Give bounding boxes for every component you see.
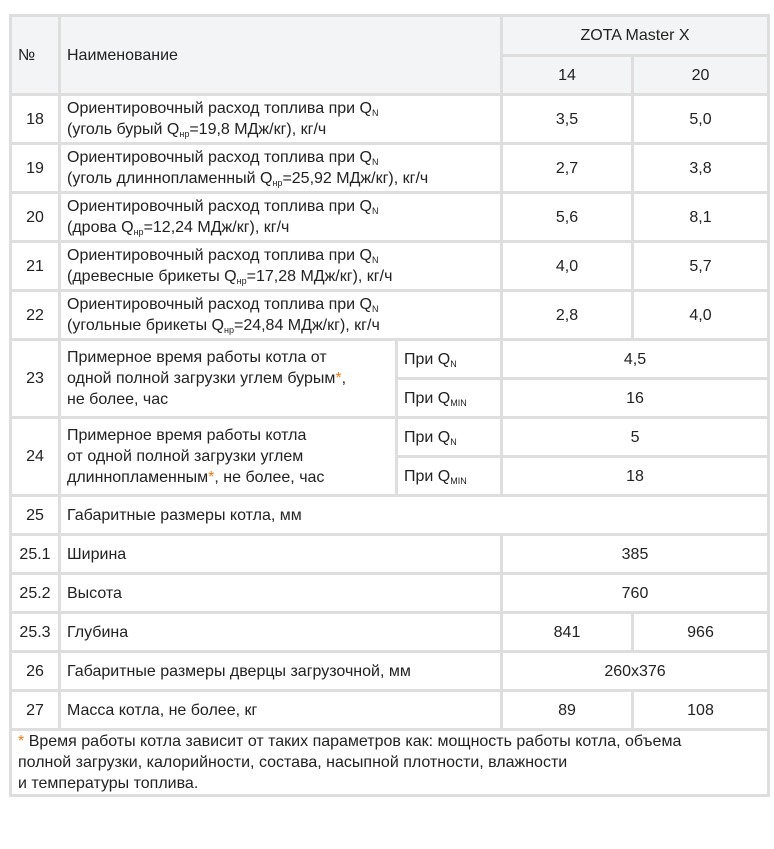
row-value-14: 2,7 — [502, 144, 633, 193]
desc-line: =19,8 МДж/кг), кг/ч — [189, 121, 327, 138]
subscript: нр — [133, 227, 144, 237]
subscript: N — [371, 255, 379, 265]
row-description — [60, 291, 502, 340]
row-value-20: 3,8 — [633, 144, 769, 193]
subscript: N — [371, 157, 379, 167]
row-number: 25.2 — [11, 574, 60, 613]
row-description — [60, 242, 502, 291]
qn-value: 4,5 — [502, 340, 769, 379]
desc-line: =12,24 МДж/кг), кг/ч — [143, 219, 290, 236]
specifications-table — [9, 14, 770, 797]
table-row-21 — [11, 242, 769, 291]
desc-line: Ориентировочный расход топлива при Q — [67, 100, 372, 117]
table-row-25-1 — [11, 535, 769, 574]
desc-line: (угольные брикеты Q — [67, 317, 224, 334]
header-variant-20: 20 — [633, 56, 769, 95]
desc-line: Ориентировочный расход топлива при Q — [67, 198, 372, 215]
subscript: N — [371, 108, 379, 118]
desc-line: Ориентировочный расход топлива при Q — [67, 296, 372, 313]
qmin-label: При $Q_{MIN}$ — [397, 457, 502, 496]
row-value-14: 2,8 — [502, 291, 633, 340]
row-label: Глубина — [60, 613, 502, 652]
row-number: 19 — [11, 144, 60, 193]
subscript: N — [371, 304, 379, 314]
subscript: нр — [223, 325, 234, 335]
table-row-23 — [11, 340, 769, 379]
footnote — [11, 730, 769, 796]
qn-value: 5 — [502, 418, 769, 457]
subscript: нр — [236, 276, 247, 286]
row-number: 22 — [11, 291, 60, 340]
qn-label: При $Q_N$ — [397, 340, 502, 379]
qmin-value: 18 — [502, 457, 769, 496]
desc-line: Ориентировочный расход топлива при Q — [67, 247, 372, 264]
desc-line: =25,92 МДж/кг), кг/ч — [282, 170, 429, 187]
row-number: 25.1 — [11, 535, 60, 574]
footnote-line: Время работы котла зависит от таких параметров как: мощность работы котла, объема — [28, 733, 682, 750]
header-number: № — [11, 16, 60, 95]
qmin-label: При $Q_{MIN}$ — [397, 379, 502, 418]
table-row-25-3 — [11, 613, 769, 652]
row-value-20: 5,7 — [633, 242, 769, 291]
table-row-25 — [11, 496, 769, 535]
row-description — [60, 95, 502, 144]
desc-line: от одной полной загрузки углем — [67, 448, 304, 465]
row-number: 18 — [11, 95, 60, 144]
row-description — [60, 144, 502, 193]
row-number: 25.3 — [11, 613, 60, 652]
row-label: Габаритные размеры котла, мм — [60, 496, 769, 535]
desc-line: Примерное время работы котла — [67, 427, 307, 444]
qmin-value: 16 — [502, 379, 769, 418]
row-number: 26 — [11, 652, 60, 691]
desc-line: одной полной загрузки углем бурым — [67, 370, 336, 387]
subscript: нр — [272, 178, 283, 188]
row-value-14: 89 — [502, 691, 633, 730]
table-row-22 — [11, 291, 769, 340]
subscript: нр — [179, 129, 190, 139]
header-row — [11, 16, 769, 56]
footnote-line: полной загрузки, калорийности, состава, насыпной плотности, влажности — [18, 754, 568, 771]
asterisk-mark: * — [208, 469, 215, 486]
row-value-20: 4,0 — [633, 291, 769, 340]
desc-line: (дрова Q — [67, 219, 134, 236]
header-variant-14: 14 — [502, 56, 633, 95]
desc-line: (уголь бурый Q — [67, 121, 180, 138]
row-number: 27 — [11, 691, 60, 730]
desc-punct: , не более, час — [214, 469, 325, 486]
row-value-20: 108 — [633, 691, 769, 730]
row-description — [60, 418, 397, 496]
desc-line: длиннопламенным — [67, 469, 209, 486]
row-value-14: 841 — [502, 613, 633, 652]
row-value: 260x376 — [502, 652, 769, 691]
row-label: Высота — [60, 574, 502, 613]
desc-line: не более, час — [67, 391, 169, 408]
header-model: ZOTA Master X — [502, 16, 769, 56]
row-description — [60, 340, 397, 418]
row-value-14: 3,5 — [502, 95, 633, 144]
row-number: 21 — [11, 242, 60, 291]
subscript: N — [371, 206, 379, 216]
footnote-line: и температуры топлива. — [18, 775, 199, 792]
table-row-19 — [11, 144, 769, 193]
table-row-18 — [11, 95, 769, 144]
row-value-20: 966 — [633, 613, 769, 652]
row-value: 385 — [502, 535, 769, 574]
desc-line: Примерное время работы котла от — [67, 349, 327, 366]
row-value-14: 4,0 — [502, 242, 633, 291]
footnote-asterisk: * — [18, 733, 25, 750]
asterisk-mark: * — [335, 370, 342, 387]
table-row-20 — [11, 193, 769, 242]
qn-label: При $Q_N$ — [397, 418, 502, 457]
header-name: Наименование — [60, 16, 502, 95]
row-description — [60, 193, 502, 242]
desc-punct: , — [341, 370, 347, 387]
row-number: 24 — [11, 418, 60, 496]
row-label: Ширина — [60, 535, 502, 574]
desc-line: Ориентировочный расход топлива при Q — [67, 149, 372, 166]
row-value-20: 8,1 — [633, 193, 769, 242]
row-number: 20 — [11, 193, 60, 242]
table-row-26 — [11, 652, 769, 691]
row-value: 760 — [502, 574, 769, 613]
table-row-25-2 — [11, 574, 769, 613]
desc-line: =24,84 МДж/кг), кг/ч — [233, 317, 380, 334]
row-label: Масса котла, не более, кг — [60, 691, 502, 730]
table-row-27 — [11, 691, 769, 730]
footnote-row — [11, 730, 769, 796]
row-value-14: 5,6 — [502, 193, 633, 242]
table-row-24 — [11, 418, 769, 457]
desc-line: (древесные брикеты Q — [67, 268, 237, 285]
desc-line: =17,28 МДж/кг), кг/ч — [246, 268, 393, 285]
row-number: 25 — [11, 496, 60, 535]
row-label: Габаритные размеры дверцы загрузочной, мм — [60, 652, 502, 691]
row-value-20: 5,0 — [633, 95, 769, 144]
desc-line: (уголь длиннопламенный Q — [67, 170, 273, 187]
row-number: 23 — [11, 340, 60, 418]
